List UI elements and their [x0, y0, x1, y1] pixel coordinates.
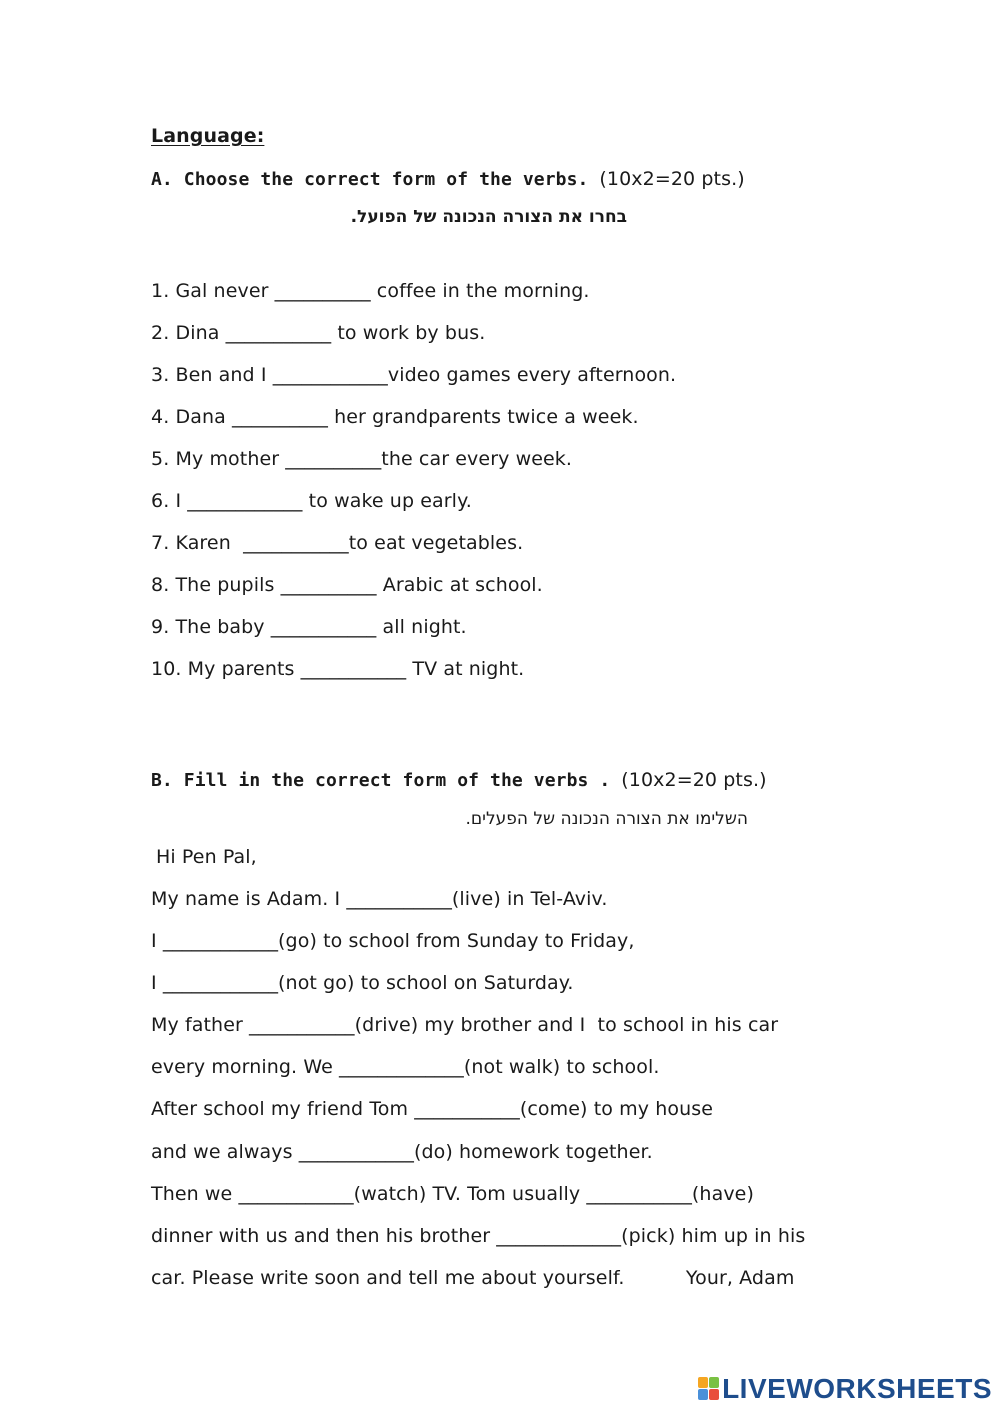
section-a-item-5: 5. My mother __________the car every week.	[151, 448, 573, 470]
section-b-heading-text: B. Fill in the correct form of the verbs .	[151, 770, 611, 791]
liveworksheets-logo[interactable]	[698, 1373, 992, 1405]
letter-line-4: My father ___________(drive) my brother and I to school in his car	[151, 1014, 779, 1036]
letter-line-7: and we always ____________(do) homework together.	[151, 1141, 653, 1163]
section-a-item-9: 9. The baby ___________ all night.	[151, 616, 467, 638]
letter-line-10: car. Please write soon and tell me about yourself. Your, Adam	[151, 1267, 795, 1289]
letter-line-9: dinner with us and then his brother _____________(pick) him up in his	[151, 1225, 806, 1247]
section-a-item-4: 4. Dana __________ her grandparents twice a week.	[151, 406, 639, 428]
section-a-item-7: 7. Karen ___________to eat vegetables.	[151, 532, 524, 554]
section-a-heading-text: A. Choose the correct form of the verbs.	[151, 169, 589, 190]
letter-greeting: Hi Pen Pal,	[156, 846, 257, 868]
language-title: Language:	[151, 125, 265, 147]
liveworksheets-logo-icon	[698, 1377, 720, 1401]
section-a-item-3: 3. Ben and I ____________video games every afternoon.	[151, 364, 677, 386]
section-a-item-8: 8. The pupils __________ Arabic at school.	[151, 574, 543, 596]
section-b-points: (10x2=20 pts.)	[621, 769, 767, 791]
section-a-heading	[151, 167, 745, 192]
letter-line-5: every morning. We _____________(not walk) to school.	[151, 1056, 660, 1078]
section-a-item-10: 10. My parents ___________ TV at night.	[151, 658, 525, 680]
section-b-heading	[151, 768, 767, 793]
section-a-item-1: 1. Gal never __________ coffee in the morning.	[151, 280, 590, 302]
section-a-hebrew-instruction: בחרו את הצורה הנכונה של הפועל.	[350, 207, 627, 227]
liveworksheets-logo-text: LIVEWORKSHEETS	[722, 1373, 992, 1404]
letter-line-3: I ____________(not go) to school on Saturday.	[151, 972, 574, 994]
section-a-points: (10x2=20 pts.)	[599, 168, 745, 190]
section-a-item-2: 2. Dina ___________ to work by bus.	[151, 322, 486, 344]
letter-line-8: Then we ____________(watch) TV. Tom usually ___________(have)	[151, 1183, 754, 1205]
section-a-item-6: 6. I ____________ to wake up early.	[151, 490, 472, 512]
letter-line-2: I ____________(go) to school from Sunday to Friday,	[151, 930, 635, 952]
section-b-hebrew-instruction: השלימו את הצורה הנכונה של הפעלים.	[465, 809, 748, 829]
letter-line-6: After school my friend Tom ___________(come) to my house	[151, 1098, 714, 1120]
letter-line-1: My name is Adam. I ___________(live) in Tel-Aviv.	[151, 888, 608, 910]
